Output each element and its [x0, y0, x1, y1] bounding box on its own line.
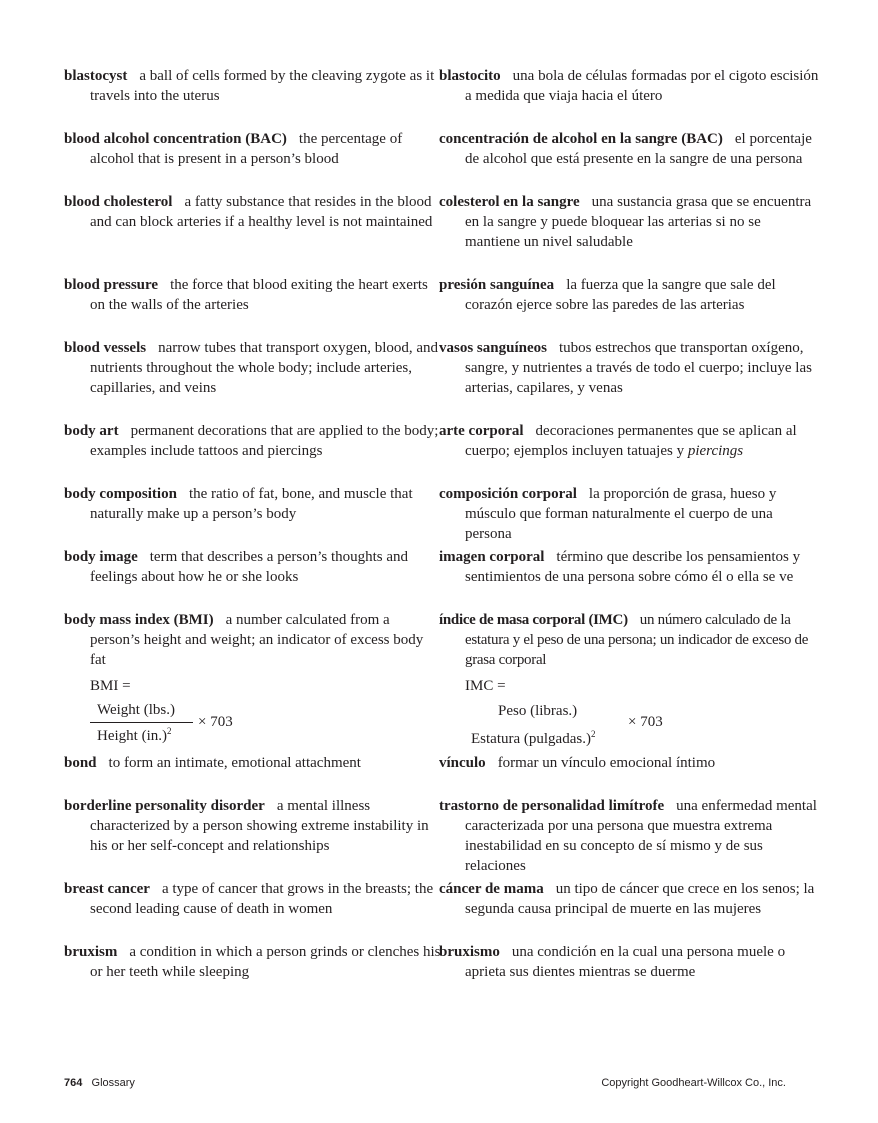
glossary-term: body mass index (BMI) [64, 612, 214, 628]
glossary-term: vínculo [439, 755, 486, 771]
glossary-definition: a fatty substance that resides in the blood and can block arteries if a healthy level is not maintained [90, 194, 433, 230]
glossary-entry-en [64, 547, 442, 587]
glossary-entry-en [64, 129, 442, 169]
section-name: Glossary [91, 1077, 135, 1089]
glossary-entry-en [64, 275, 442, 315]
glossary-entry-en [64, 66, 442, 106]
glossary-definition: formar un vínculo emocional íntimo [497, 755, 716, 771]
glossary-definition: la fuerza que la sangre que sale del corazón ejerce sobre las paredes de las arterias [465, 277, 776, 313]
glossary-term: presión sanguínea [439, 277, 555, 293]
glossary-definition: tubos estrechos que transportan oxígeno, sangre, y nutrientes a través de todo el cuerpo; incluye las arterias, capilares, y venas [465, 340, 812, 396]
formula-denominator: Height $(in.)^2$ [97, 726, 172, 744]
glossary-entry-en [64, 942, 442, 982]
glossary-entry-en [64, 192, 442, 232]
glossary-definition: el porcentaje de alcohol que está presente en la sangre de una persona [465, 131, 812, 167]
formula-label: BMI = [90, 678, 131, 694]
glossary-term: bruxismo [439, 944, 500, 960]
glossary-definition: narrow tubes that transport oxygen, blood, and nutrients throughout the whole body; include arteries, capillaries, and veins [90, 340, 439, 396]
glossary-definition: un número calculado de la estatura y el peso de una persona; un indicador de exceso de grasa corporal [465, 612, 809, 668]
glossary-entry-en [64, 796, 442, 856]
glossary-entry-es [439, 879, 819, 919]
glossary-term: body composition [64, 486, 177, 502]
glossary-entry-es [439, 796, 819, 876]
glossary-term: índice de masa corporal (IMC) [439, 612, 628, 628]
formula-numerator: Peso (libras.) [498, 703, 578, 719]
glossary-definition: the force that blood exiting the heart exerts on the walls of the arteries [90, 277, 428, 313]
glossary-term: imagen corporal [439, 549, 545, 565]
glossary-entry-es [439, 753, 819, 773]
glossary-definition: una condición en la cual una persona muele o aprieta sus dientes mientras se duerme [465, 944, 786, 980]
glossary-definition: término que describe los pensamientos y sentimientos de una persona sobre cómo él o ella se ve [465, 549, 801, 585]
page-footer-left [64, 1076, 135, 1090]
glossary-entry-en [64, 484, 442, 524]
formula-denominator: Estatura (pulgadas.)$^2$ [471, 729, 596, 747]
glossary-term: cáncer de mama [439, 881, 544, 897]
glossary-term: blood cholesterol [64, 194, 173, 210]
glossary-definition: permanent decorations that are applied to the body; examples include tattoos and piercings [90, 423, 439, 459]
glossary-entry-es [439, 192, 819, 252]
glossary-term: blood alcohol concentration (BAC) [64, 131, 287, 147]
glossary-definition: a condition in which a person grinds or clenches his or her teeth while sleeping [90, 944, 441, 980]
glossary-term: body art [64, 423, 119, 439]
glossary-term: bruxism [64, 944, 118, 960]
glossary-definition: una bola de células formadas por el cigoto escisión a medida que viaja hacia el útero [465, 68, 819, 104]
glossary-term: composición corporal [439, 486, 577, 502]
glossary-term: concentración de alcohol en la sangre (BAC) [439, 131, 723, 147]
glossary-term: arte corporal [439, 423, 524, 439]
glossary-definition: a number calculated from a person’s height and weight; an indicator of excess body fat [90, 612, 424, 668]
glossary-entry-en [64, 879, 442, 919]
glossary-term: breast cancer [64, 881, 150, 897]
glossary-term: blastocito [439, 68, 501, 84]
glossary-entry-es [439, 421, 819, 461]
glossary-definition: a ball of cells formed by the cleaving zygote as it travels into the uterus [90, 68, 435, 104]
glossary-definition: the ratio of fat, bone, and muscle that naturally make up a person’s body [90, 486, 413, 522]
glossary-entry-es [439, 610, 819, 670]
glossary-term: borderline personality disorder [64, 798, 265, 814]
page-number: 764 [64, 1077, 83, 1089]
glossary-definition: la proporción de grasa, hueso y músculo que forman naturalmente el cuerpo de una persona [465, 486, 777, 542]
glossary-entry-es [439, 484, 819, 544]
glossary-entry-en [64, 753, 442, 773]
glossary-entry-es [439, 129, 819, 169]
glossary-definition: una sustancia grasa que se encuentra en la sangre y puede bloquear las arterias si no se mantiene un nivel saludable [465, 194, 812, 250]
glossary-term: blastocyst [64, 68, 128, 84]
glossary-entry-es [439, 66, 819, 106]
copyright-notice: Copyright Goodheart-Willcox Co., Inc. [601, 1077, 786, 1089]
fraction-bar [90, 722, 193, 723]
glossary-definition: un tipo de cáncer que crece en los senos; la segunda causa principal de muerte en las mujeres [465, 881, 815, 917]
glossary-definition: a mental illness characterized by a person showing extreme instability in his or her self-concept and relationships [90, 798, 429, 854]
glossary-definition: a type of cancer that grows in the breasts; the second leading cause of death in women [90, 881, 434, 917]
glossary-entry-en [64, 610, 442, 670]
glossary-term: blood pressure [64, 277, 159, 293]
glossary-entry-es [439, 547, 819, 587]
glossary-term: bond [64, 755, 97, 771]
glossary-definition: to form an intimate, emotional attachment [108, 755, 361, 771]
glossary-definition: una enfermedad mental caracterizada por una persona que muestra extrema inestabilidad en su concepto de sí mismo y de sus relaciones [465, 798, 817, 874]
glossary-term: trastorno de personalidad limítrofe [439, 798, 665, 814]
glossary-term: body image [64, 549, 138, 565]
glossary-term: vasos sanguíneos [439, 340, 547, 356]
glossary-entry-en [64, 421, 442, 461]
glossary-definition: the percentage of alcohol that is present in a person’s blood [90, 131, 403, 167]
formula-multiplier: × 703 [198, 714, 233, 730]
glossary-term: colesterol en la sangre [439, 194, 580, 210]
formula-label: IMC = [465, 678, 506, 694]
glossary-entry-es [439, 338, 819, 398]
glossary-term: blood vessels [64, 340, 147, 356]
formula-multiplier: × 703 [628, 714, 663, 730]
glossary-entry-es [439, 942, 819, 982]
glossary-definition-italic: piercings [687, 443, 744, 459]
glossary-definition: decoraciones permanentes que se aplican al cuerpo; ejemplos incluyen tatuajes y [465, 423, 797, 459]
glossary-entry-en [64, 338, 442, 398]
glossary-definition: term that describes a person’s thoughts and feelings about how he or she looks [90, 549, 409, 585]
glossary-entry-es [439, 275, 819, 315]
formula-numerator: Weight (lbs.) [97, 702, 175, 718]
